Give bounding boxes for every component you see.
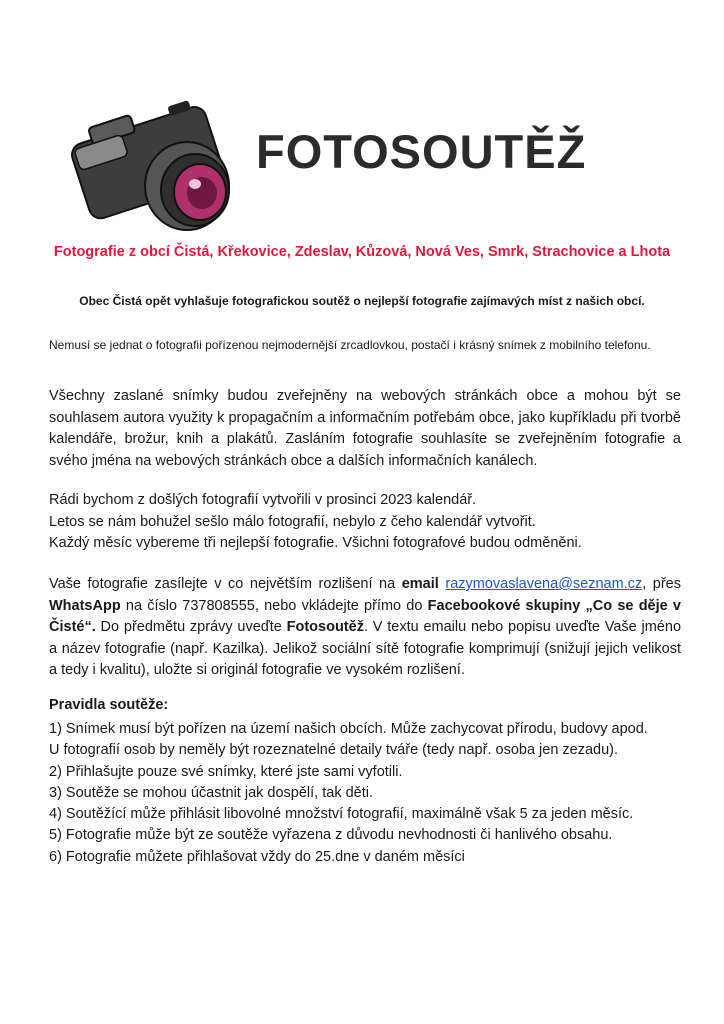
- rule-item: 5) Fotografie může být ze soutěže vyřazena z důvodu nevhodnosti či hanlivého obsahu.: [49, 827, 613, 844]
- villages-subtitle: Fotografie z obcí Čistá, Křekovice, Zdeslav, Kůzová, Nová Ves, Smrk, Strachovice a Lhota: [53, 244, 671, 260]
- submission-text: . V textu emailu nebo popisu uveďte Vaše jméno a název fotografie (např. Kazilka). Jelikož sociální sítě fotografie komprimují (snižují jejich velikost a tedy i kvalitu), uložte si originál fotografie ve vysokém rozlišení.: [49, 619, 682, 678]
- rules-list: [49, 719, 689, 868]
- rule-item: 4) Soutěžící může přihlásit libovolné množství fotografií, maximálně však 5 za jeden měsíc.: [49, 806, 634, 823]
- rule-item: 6) Fotografie můžete přihlašovat vždy do 25.dne v daném měsíci: [49, 848, 465, 865]
- publication-paragraph: Všechny zaslané snímky budou zveřejněny na webových stránkách obce a mohou být se souhlasem autora využity k propagačním a informačním potřebám obce, jako kupříkladu při tvorbě kalendáře, brožur, knih a plakátů. Zasláním fotografie souhlasíte se zveřejněním fotografie a svého jména na webových stránkách obce a dalších informačních kanálech.: [49, 388, 681, 469]
- calendar-paragraph: [49, 490, 681, 555]
- submission-text: Do předmětu zprávy uveďte: [95, 619, 287, 635]
- rule-item: 3) Soutěže se mohou účastnit jak dospělí, tak děti.: [49, 784, 374, 801]
- announcement-intro: Obec Čistá opět vyhlašuje fotografickou soutěž o nejlepší fotografie zajímavých míst z našich obcí.: [79, 294, 645, 308]
- whatsapp-label: WhatsApp: [49, 597, 121, 614]
- calendar-line: Rádi bychom z došlých fotografií vytvořili v prosinci 2023 kalendář.: [49, 492, 477, 508]
- rule-item: 1) Snímek musí být pořízen na území našich obcích. Může zachycovat přírodu, budovy apod.: [49, 721, 648, 737]
- page-title: FOTOSOUTĚŽ: [256, 125, 587, 178]
- calendar-line: Každý měsíc vybereme tři nejlepší fotografie. Všichni fotografové budou odměněni.: [49, 535, 582, 551]
- submission-paragraph: [49, 574, 681, 682]
- rule-item: 2) Přihlašujte pouze své snímky, které jste sami vyfotili.: [49, 763, 403, 780]
- camera-note: Nemusí se jednat o fotografii pořízenou nejmodernější zrcadlovkou, postačí i krásný snímek z mobilního telefonu.: [49, 338, 651, 352]
- camera-icon: [62, 82, 242, 232]
- email-link[interactable]: razymovaslavena@seznam.cz: [445, 576, 643, 592]
- submission-text: Vaše fotografie zasílejte v co největším rozlišení na: [49, 576, 402, 592]
- subject-label: Fotosoutěž: [286, 619, 364, 635]
- rule-item: U fotografií osob by neměly být rozeznatelné detaily tváře (tedy např. osoba jen zezadu).: [49, 742, 619, 759]
- submission-text: na číslo 737808555, nebo vkládejte přímo do: [120, 597, 428, 614]
- facebook-group-label: Facebookové skupiny „Co se děje v Čisté“.: [49, 597, 681, 635]
- rules-heading: Pravidla soutěže:: [49, 697, 169, 713]
- email-label: email: [401, 576, 439, 592]
- calendar-line: Letos se nám bohužel sešlo málo fotografií, nebylo z čeho kalendář vytvořit.: [49, 513, 536, 530]
- submission-text: , přes: [642, 576, 681, 592]
